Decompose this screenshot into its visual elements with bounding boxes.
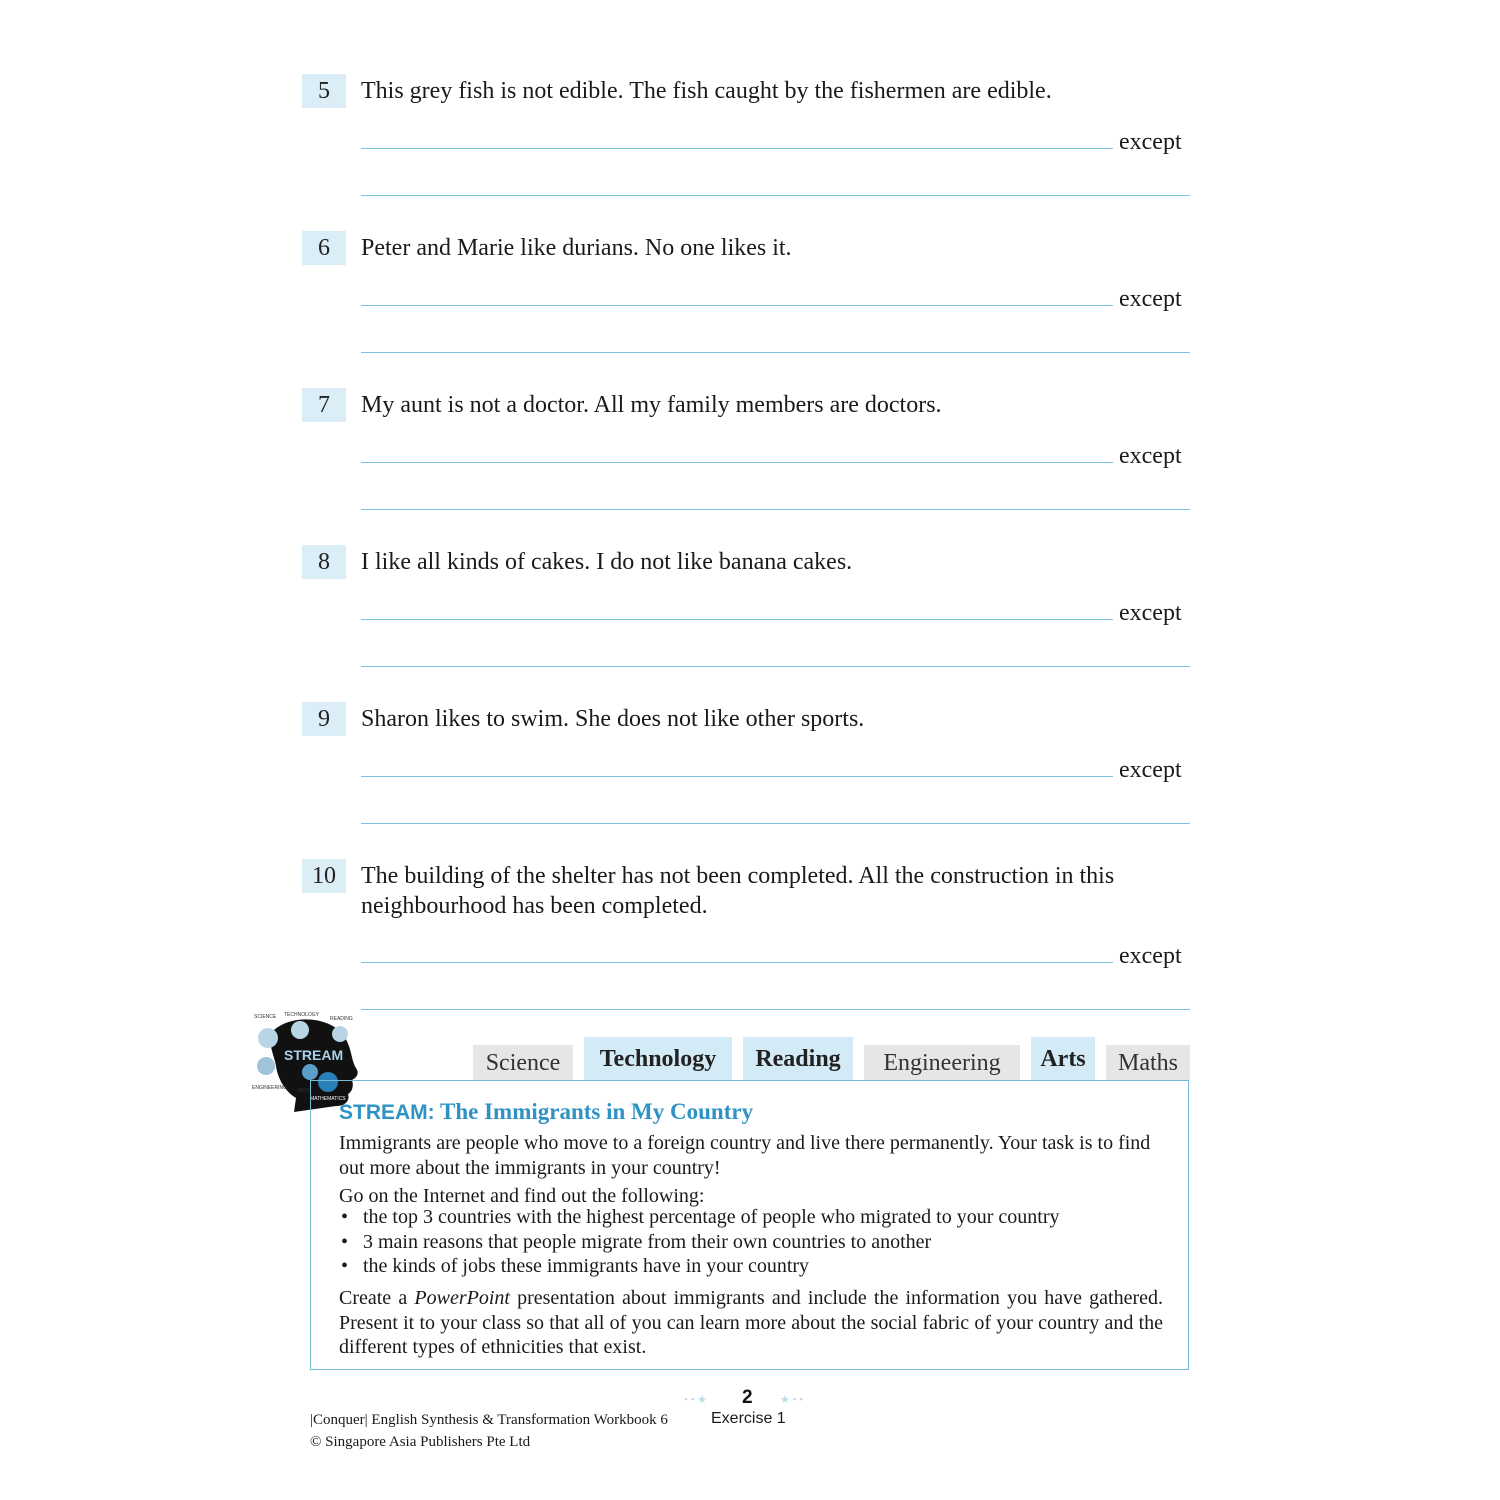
copyright: © Singapore Asia Publishers Pte Ltd bbox=[310, 1434, 531, 1450]
list-item: • the top 3 countries with the highest percentage of people who migrated to your country bbox=[339, 1205, 1163, 1230]
stream-activity-box bbox=[310, 1080, 1189, 1370]
page-number-decoration: • • ★ 2 ★ • • bbox=[684, 1387, 804, 1408]
answer-line[interactable] bbox=[361, 666, 1190, 667]
tab-maths[interactable]: Maths bbox=[1106, 1045, 1190, 1081]
logo-center-text: STREAM bbox=[284, 1047, 344, 1063]
tab-science[interactable]: Science bbox=[473, 1045, 573, 1081]
answer-line[interactable] bbox=[361, 1009, 1190, 1010]
powerpoint-text: PowerPoint bbox=[414, 1287, 510, 1309]
question-text: Peter and Marie like durians. No one likes it. bbox=[361, 235, 792, 261]
connector-word: except bbox=[1119, 600, 1182, 626]
answer-line[interactable] bbox=[361, 509, 1190, 510]
answer-line[interactable] bbox=[361, 352, 1190, 353]
stream-title bbox=[339, 1099, 753, 1125]
question-text: I like all kinds of cakes. I do not like banana cakes. bbox=[361, 549, 853, 575]
book-title: |Conquer| English Synthesis & Transformation Workbook 6 bbox=[310, 1412, 668, 1428]
question-text: Sharon likes to swim. She does not like other sports. bbox=[361, 706, 865, 732]
closing-paragraph: Create a PowerPoint presentation about immigrants and include the information you have gathered. Present it to your class so that all of you can learn more about the social fabric of your country and the different types of ethnicities that exist. bbox=[339, 1287, 1163, 1358]
instruction-paragraph: Go on the Internet and find out the following: bbox=[339, 1185, 705, 1207]
tab-technology[interactable]: Technology bbox=[584, 1037, 732, 1081]
answer-line[interactable] bbox=[361, 619, 1113, 620]
logo-label: TECHNOLOGY bbox=[284, 1012, 320, 1018]
answer-line[interactable] bbox=[361, 305, 1113, 306]
tab-arts[interactable]: Arts bbox=[1031, 1037, 1095, 1081]
stream-title-lead: STREAM: bbox=[339, 1101, 435, 1124]
intro-paragraph: Immigrants are people who move to a foreign country and live there permanently. Your task is to find out more about the immigrants in your country! bbox=[339, 1132, 1151, 1179]
connector-word: except bbox=[1119, 443, 1182, 469]
tab-reading[interactable]: Reading bbox=[743, 1037, 853, 1081]
question-number: 10 bbox=[302, 859, 346, 893]
exercise-label: Exercise 1 bbox=[711, 1410, 786, 1427]
question-text: This grey fish is not edible. The fish caught by the fishermen are edible. bbox=[361, 78, 1052, 104]
question-text: The building of the shelter has not been completed. All the construction in this neighbourhood has been completed. bbox=[361, 863, 1115, 919]
logo-label: READING bbox=[330, 1016, 353, 1022]
question-number: 8 bbox=[302, 545, 346, 579]
logo-label: ENGINEERING bbox=[252, 1085, 288, 1091]
logo-label: SCIENCE bbox=[254, 1014, 277, 1020]
stream-title-text: The Immigrants in My Country bbox=[440, 1099, 754, 1124]
question-number: 9 bbox=[302, 702, 346, 736]
tab-engineering[interactable]: Engineering bbox=[864, 1045, 1020, 1081]
logo-label: MATHEMATICS bbox=[310, 1096, 346, 1102]
answer-line[interactable] bbox=[361, 462, 1113, 463]
question-number: 6 bbox=[302, 231, 346, 265]
question-text: My aunt is not a doctor. All my family members are doctors. bbox=[361, 392, 942, 418]
list-item: • 3 main reasons that people migrate from their own countries to another bbox=[339, 1230, 1163, 1255]
task-list bbox=[339, 1205, 1163, 1279]
question-number: 7 bbox=[302, 388, 346, 422]
connector-word: except bbox=[1119, 129, 1182, 155]
answer-line[interactable] bbox=[361, 195, 1190, 196]
answer-line[interactable] bbox=[361, 148, 1113, 149]
connector-word: except bbox=[1119, 757, 1182, 783]
connector-word: except bbox=[1119, 286, 1182, 312]
answer-line[interactable] bbox=[361, 776, 1113, 777]
answer-line[interactable] bbox=[361, 823, 1190, 824]
list-item: • the kinds of jobs these immigrants have in your country bbox=[339, 1254, 1163, 1279]
question-number: 5 bbox=[302, 74, 346, 108]
page-number: 2 bbox=[742, 1387, 753, 1408]
answer-line[interactable] bbox=[361, 962, 1113, 963]
connector-word: except bbox=[1119, 943, 1182, 969]
logo-label: ARTS bbox=[298, 1088, 312, 1094]
